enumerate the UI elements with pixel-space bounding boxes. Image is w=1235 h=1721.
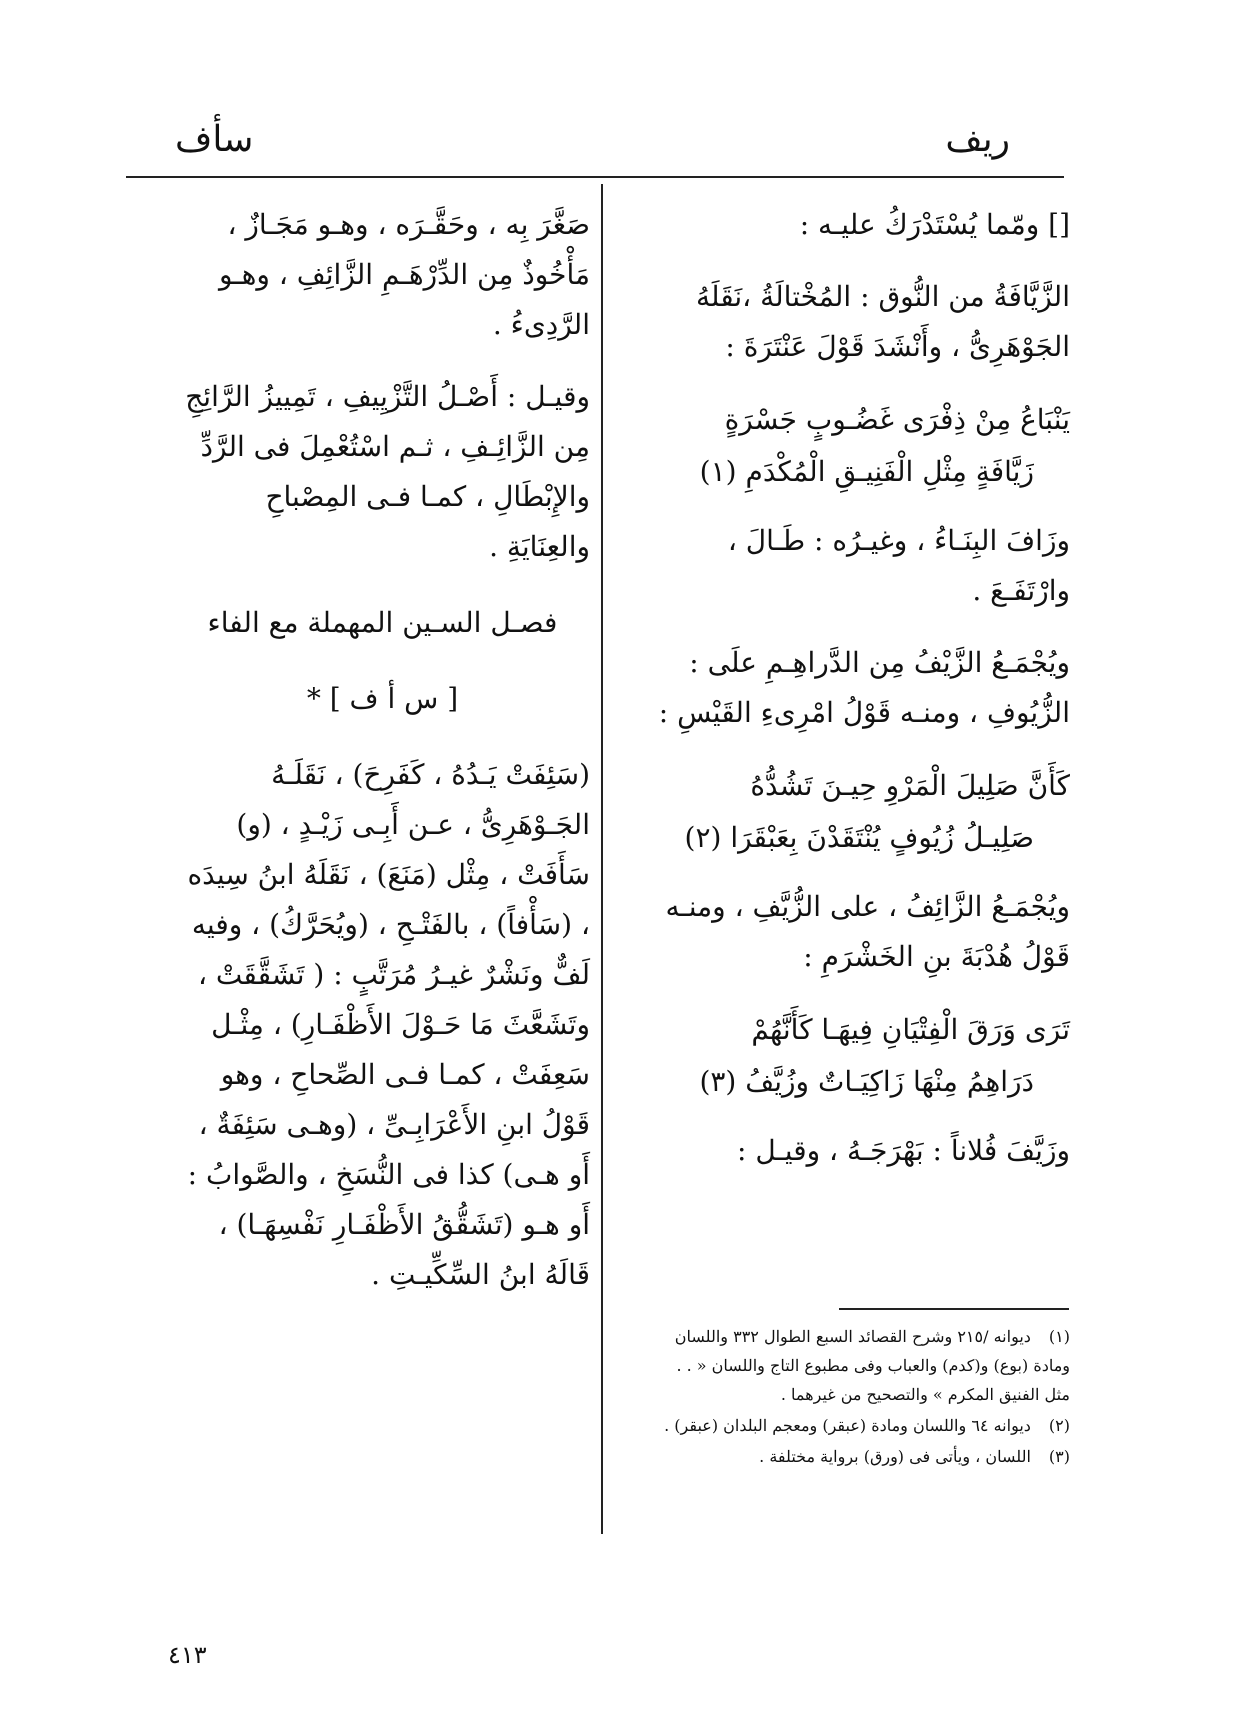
left-paragraph-1: صَغَّرَ بِه ، وحَقَّـرَه ، وهـو مَجَـازٌ ، مَأْخُوذٌ مِن الدِّرْهَـمِ الزَّائِفِ ، وهـو الرَّدِىءُ .: [218, 208, 590, 341]
right-paragraph-4: ويُجْمَـعُ الزَّيْفُ مِن الدَّراهِـمِ علَى : الزُّيُوفِ ، ومنـه قَوْلُ امْرِىءِ القَيْسِ :: [658, 646, 1070, 729]
verse-line: يَنْبَاعُ مِنْ ذِفْرَى غَضُـوبٍ جَسْرَةٍ: [724, 403, 1070, 436]
footnote-rule: [839, 1308, 1069, 1310]
verse-line: دَرَاهِمُ مِنْهَا زَاكِيَـاتٌ وزُيَّفُ (٣): [699, 1065, 1034, 1098]
footnote-number: (٢): [1048, 1416, 1070, 1435]
column-divider: [601, 184, 603, 1534]
page-number: ٤١٣: [168, 1641, 207, 1669]
verse-imru-al-qays: [650, 760, 1070, 864]
verse-line: كَأَنَّ صَلِيلَ الْمَرْوِ حِيـنَ تَشُدُّهُ: [750, 769, 1070, 802]
right-paragraph-1: [] ومّما يُسْتَدْرَكُ عليـه :: [799, 208, 1070, 241]
section-heading: فصـل السـين المهملة مع الفاء: [207, 606, 558, 639]
footnote-text: ديوانه /٢١٥ وشرح القصائد السبع الطوال ٣٣٢ واللسان ومادة (بوع) و(كدم) والعباب وفى مطبوع التاج واللسان « . . مثل الفنيق المكرم » والتصحيح من غيرهما .: [674, 1327, 1070, 1404]
footnote: [650, 1411, 1070, 1440]
root-entry-heading: [ س أ ف ] *: [306, 682, 459, 715]
footnote: [650, 1322, 1070, 1409]
right-paragraph-2: الزَّيَّافَةُ من النُّوق : المُخْتالَةُ ،نَقَلَهُ الجَوْهَرِىُّ ، وأَنْشَدَ قَوْلَ عَنْتَرَةَ :: [695, 280, 1070, 363]
header-root-word-left: سأف: [175, 119, 254, 160]
right-paragraph-5: ويُجْمَـعُ الزَّائِفُ ، على الزُّيَّفِ ، ومنـه قَوْلُ هُدْبَةَ بنِ الخَشْرَمِ :: [665, 890, 1070, 973]
left-paragraph-2: وقيـل : أَصْـلُ التَّزْيِيفِ ، تَمِييزُ الرَّائِجِ مِن الزَّائِـفِ ، ثـم اسْتُعْمِلَ فى الرَّدِّ والإِبْطَالِ ، كمـا فـى المِصْباحِ والعِنَايَةِ .: [185, 380, 590, 563]
verse-line: زَيَّافَةٍ مِثْلِ الْفَنِيـقِ الْمُكْدَمِ (١): [699, 455, 1034, 488]
verse-line: صَلِيـلُ زُيُوفٍ يُنْتَقَدْنَ بِعَبْقَرَا (٢): [684, 821, 1034, 854]
left-paragraph-3: (سَئِفَتْ يَـدُهُ ، كَفَرِحَ) ، نَقَلَـهُ الجَـوْهَرِىُّ ، عـن أَبِـى زَيْـدٍ ، (و) سَأَفَتْ ، مِثْل (مَنَعَ) ، نَقَلَهُ ابنُ سِيدَه ، (سَأْفاً) ، بالفَتْـحِ ، (ويُحَرَّكُ) ، وفيه لَفٌّ ونَشْرٌ غيـرُ مُرَتَّبٍ : ( تَشَقَّقَتْ ، وتَشَعَّثَ مَا حَـوْلَ الأَظْفَـارِ) ، مِثْـل سَعِفَتْ ، كمـا فـى الصِّحاحِ ، وهو قَوْلُ ابنِ الأَعْرَابِـىِّ ، (وهـى سَئِفَةٌ ، أَو هـى) كذا فى النُّسَخِ ، والصَّوابُ : أَو هـو (تَشَقُّقُ الأَظْفَـارِ نَفْسِهَـا) ، قَالَهُ ابنُ السِّكِّيـتِ .: [187, 758, 590, 1291]
footnote-number: (١): [1048, 1327, 1070, 1346]
verse-antara: [650, 394, 1070, 498]
right-column: [650, 200, 1070, 1198]
footnote-text: ديوانه ٦٤ واللسان ومادة (عبقر) ومعجم البلدان (عبقر) .: [664, 1416, 1031, 1435]
header-rule: [126, 176, 1064, 178]
header-root-word-right: ريف: [945, 119, 1010, 160]
verse-line: تَرَى وَرَقَ الْفِتْيَانِ فِيهَـا كَأَنَّهُمْ: [751, 1013, 1070, 1046]
right-paragraph-6: وزَيَّفَ فُلاناً : بَهْرَجَـهُ ، وقيـل :: [737, 1134, 1070, 1167]
footnote-text: اللسان ، ويأتى فى (ورق) برواية مختلفة .: [759, 1447, 1031, 1466]
left-column: [175, 200, 590, 1322]
right-paragraph-3: وزَافَ البِنَـاءُ ، وغيـرُه : طَـالَ ، وارْتَفَـعَ .: [727, 524, 1070, 607]
footnote-number: (٣): [1048, 1447, 1070, 1466]
footnotes: [650, 1322, 1070, 1473]
footnote: [650, 1442, 1070, 1471]
verse-hudba: [650, 1004, 1070, 1108]
